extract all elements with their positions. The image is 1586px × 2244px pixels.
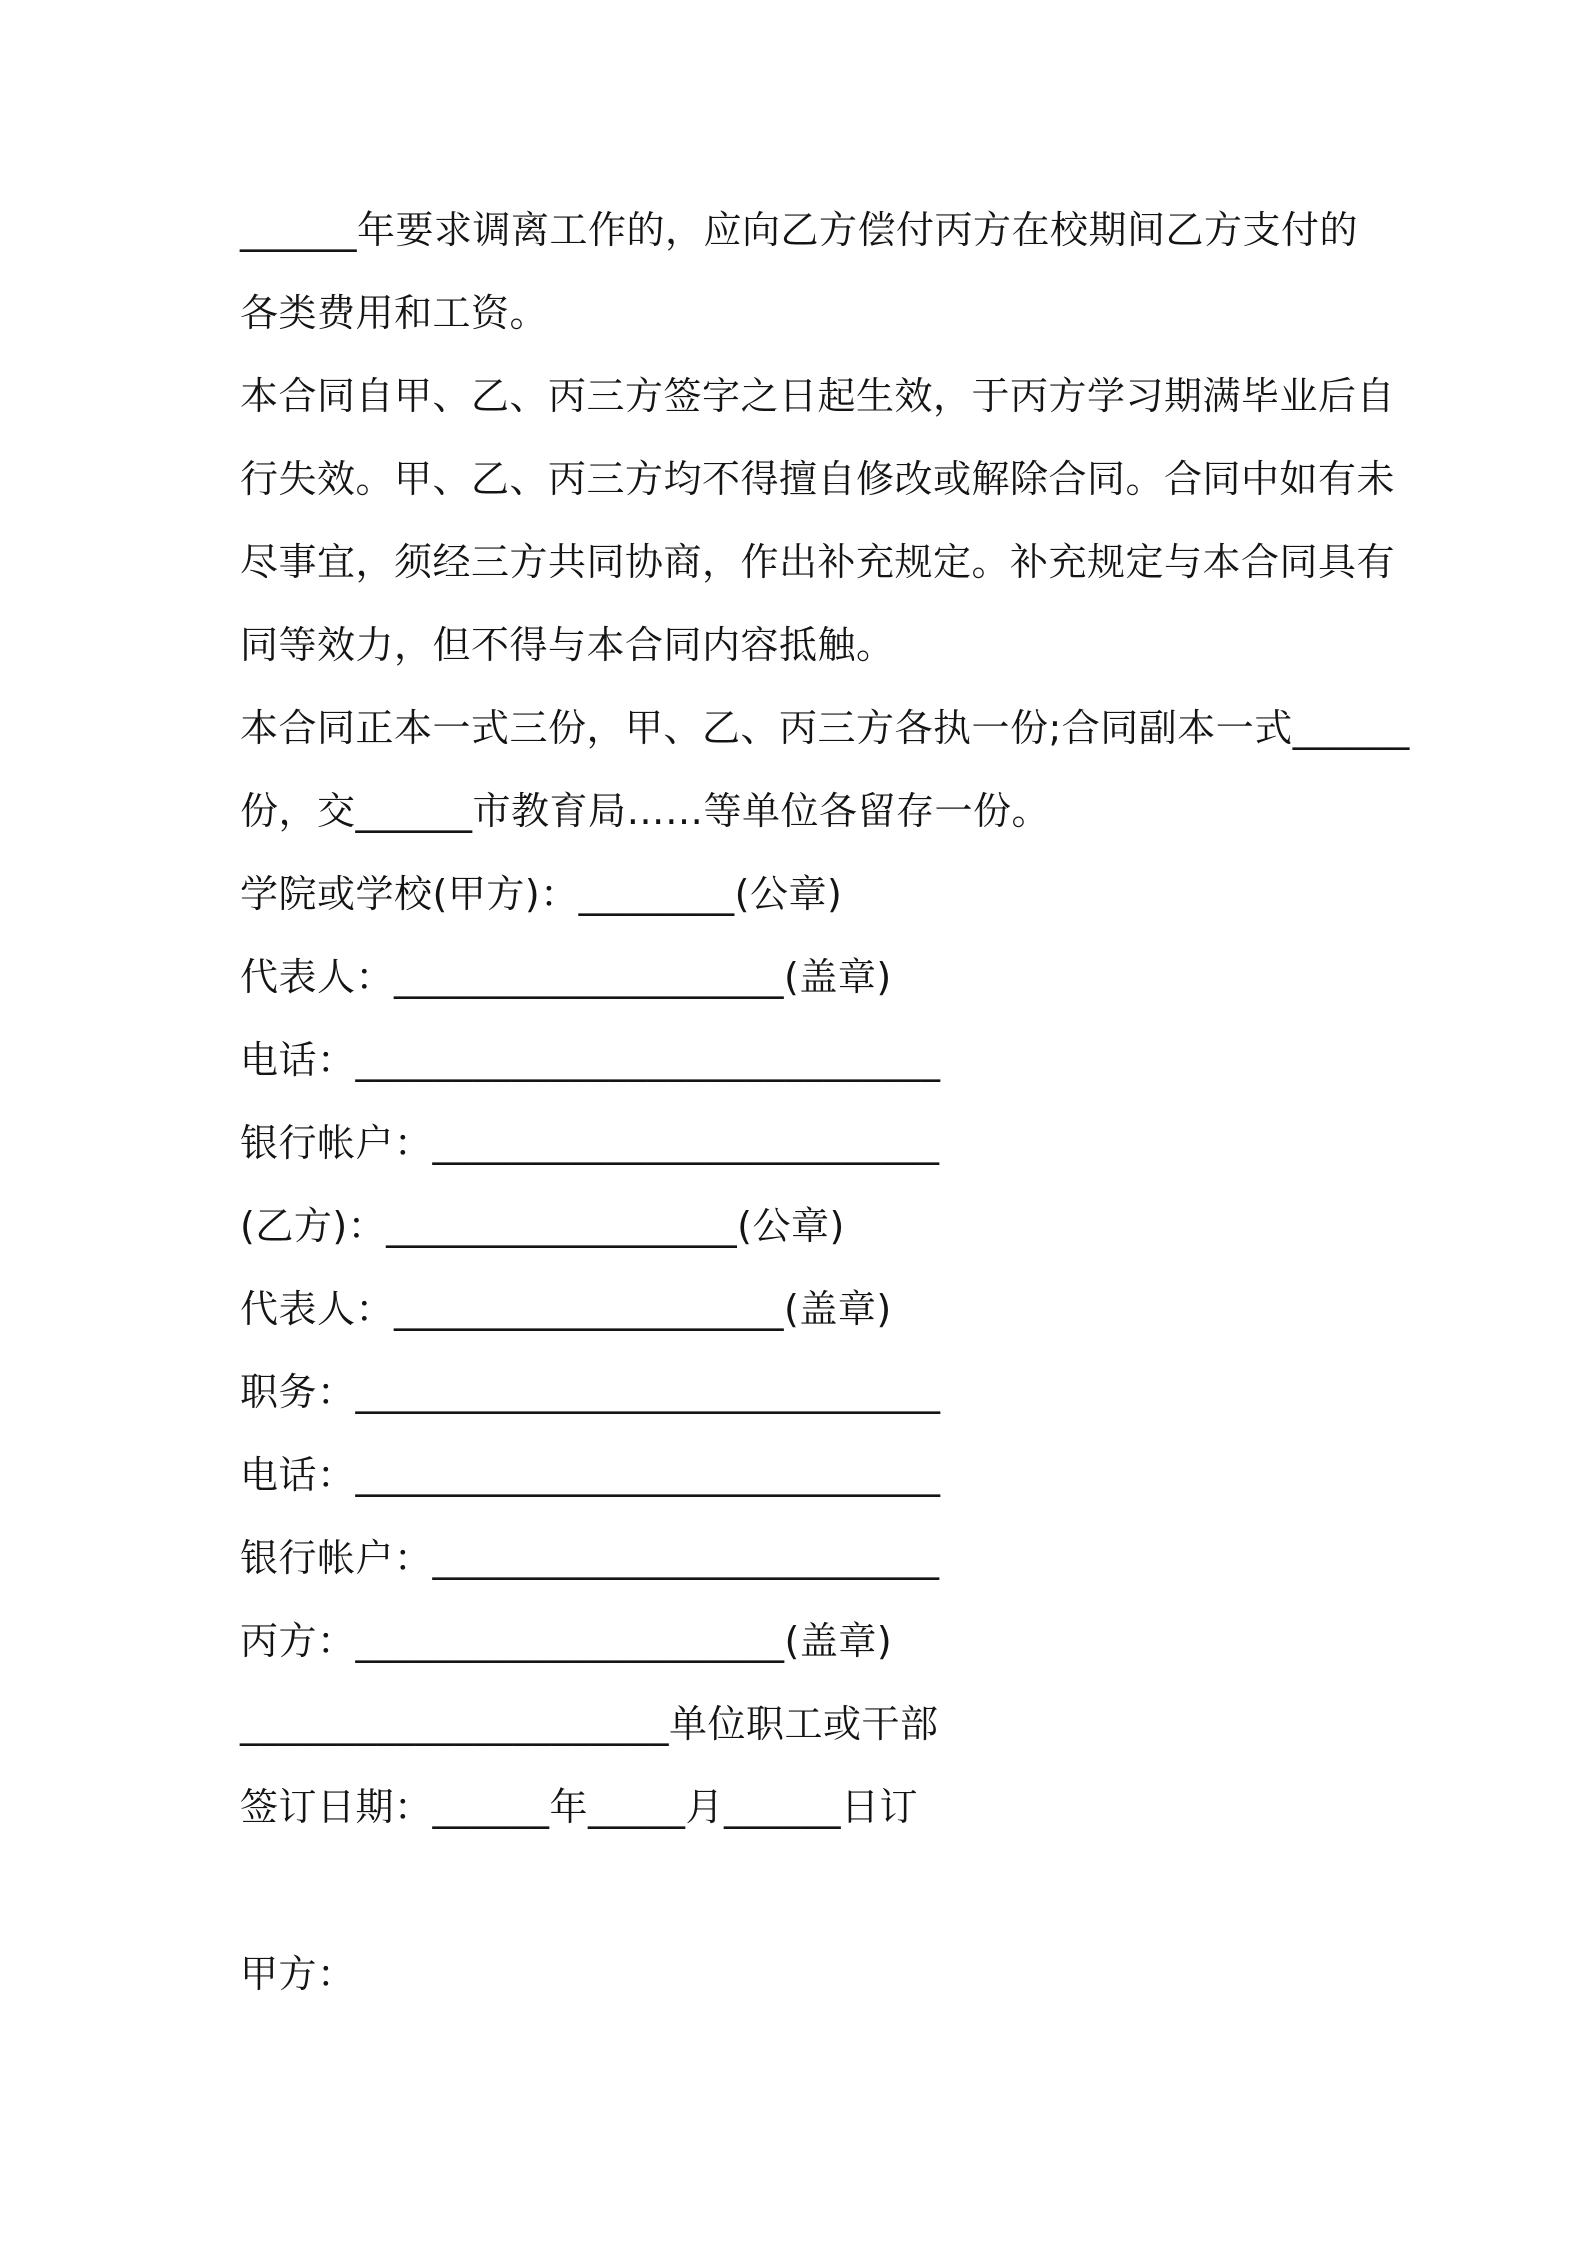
- body-text-line: 份，交______市教育局……等单位各留存一份。: [240, 789, 1051, 833]
- party-b-representative-line: 代表人：____________________(盖章): [240, 1287, 892, 1331]
- body-text-line: 本合同正本一式三份，甲、乙、丙三方各执一份;合同副本一式______: [240, 706, 1410, 750]
- party-a-school-line: 学院或学校(甲方)：________(公章): [240, 872, 843, 916]
- party-a-phone-line: 电话：______________________________: [240, 1038, 941, 1082]
- body-text-line: 尽事宜，须经三方共同协商，作出补充规定。补充规定与本合同具有: [240, 540, 1396, 584]
- party-b-phone-line: 电话：______________________________: [240, 1453, 941, 1497]
- employer-line: ______________________单位职工或干部: [240, 1702, 939, 1746]
- signing-date-line: 签订日期：______年_____月______日订: [240, 1785, 919, 1829]
- party-a-bank-account-line: 银行帐户：__________________________: [240, 1121, 940, 1165]
- body-text-line: 同等效力，但不得与本合同内容抵触。: [240, 623, 895, 667]
- party-b-line: (乙方)：__________________(公章): [240, 1204, 845, 1248]
- body-text-line: ______年要求调离工作的，应向乙方偿付丙方在校期间乙方支付的: [240, 208, 1359, 252]
- party-a-representative-line: 代表人：____________________(盖章): [240, 955, 892, 999]
- party-a-heading: 甲方：: [240, 1952, 356, 1996]
- body-text-line: 各类费用和工资。: [240, 291, 549, 335]
- body-text-line: 本合同自甲、乙、丙三方签字之日起生效，于丙方学习期满毕业后自: [240, 374, 1396, 418]
- party-b-bank-account-line: 银行帐户：__________________________: [240, 1536, 940, 1580]
- party-c-line: 丙方：______________________(盖章): [240, 1619, 893, 1663]
- party-b-position-line: 职务：______________________________: [240, 1370, 941, 1414]
- body-text-line: 行失效。甲、乙、丙三方均不得擅自修改或解除合同。合同中如有未: [240, 457, 1396, 501]
